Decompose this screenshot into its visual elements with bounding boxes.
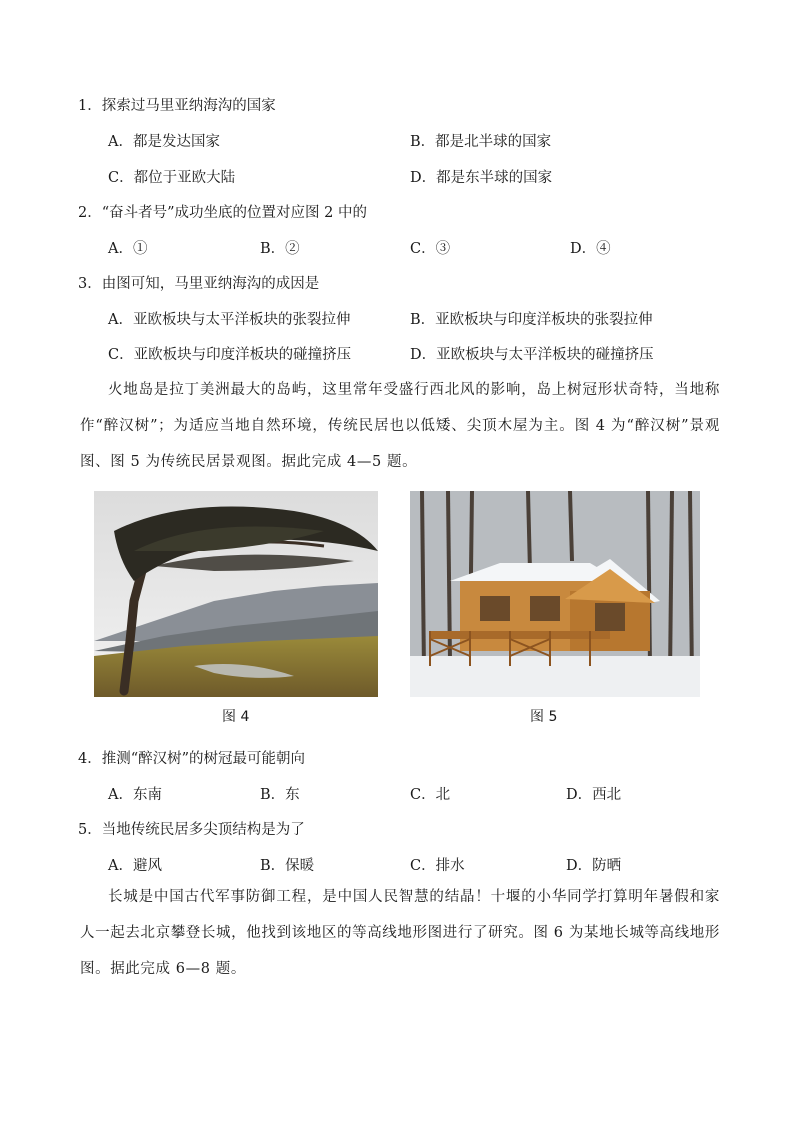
q4-option-a: A．东南	[108, 787, 162, 803]
q2-option-c: C．③	[410, 241, 451, 257]
question-3-stem: 3．由图可知，马里亚纳海沟的成因是	[78, 276, 320, 292]
q1-option-b: B．都是北半球的国家	[410, 134, 552, 150]
figure-5-caption: 图 5	[530, 709, 558, 725]
q1-option-d: D．都是东半球的国家	[410, 170, 553, 186]
q3-option-b: B．亚欧板块与印度洋板块的张裂拉伸	[410, 312, 653, 328]
q2-option-a: A．①	[108, 241, 148, 257]
q4-option-c: C．北	[410, 787, 451, 803]
q5-option-d: D．防晒	[566, 858, 622, 874]
question-5-stem: 5．当地传统民居多尖顶结构是为了	[78, 822, 305, 838]
figure-5-traditional-house-photo	[410, 491, 700, 697]
question-1-stem: 1．探索过马里亚纳海沟的国家	[78, 98, 276, 114]
q3-option-d: D．亚欧板块与太平洋板块的碰撞挤压	[410, 347, 654, 363]
q5-option-b: B．保暖	[260, 858, 315, 874]
q3-option-a: A．亚欧板块与太平洋板块的张裂拉伸	[108, 312, 351, 328]
q1-option-a: A．都是发达国家	[108, 134, 220, 150]
q4-option-d: D．西北	[566, 787, 622, 803]
passage-great-wall: 长城是中国古代军事防御工程，是中国人民智慧的结晶！十堰的小华同学打算明年暑假和家人一起去北京攀登长城，他找到该地区的等高线地形图进行了研究。图 6 为某地长城等高线地形图。据此完成 6—8 题。	[80, 889, 720, 977]
q3-option-c: C．亚欧板块与印度洋板块的碰撞挤压	[108, 347, 352, 363]
q5-option-c: C．排水	[410, 858, 465, 874]
q2-option-b: B．②	[260, 241, 300, 257]
q4-option-b: B．东	[260, 787, 300, 803]
question-2-stem: 2．“奋斗者号”成功坐底的位置对应图 2 中的	[78, 205, 367, 221]
figure-4-drunken-tree-photo	[94, 491, 378, 697]
q5-option-a: A．避风	[108, 858, 162, 874]
question-4-stem: 4．推测“醉汉树”的树冠最可能朝向	[78, 751, 306, 767]
q1-option-c: C．都位于亚欧大陆	[108, 170, 236, 186]
q2-option-d: D．④	[570, 241, 611, 257]
passage-fire-island: 火地岛是拉丁美洲最大的岛屿，这里常年受盛行西北风的影响，岛上树冠形状奇特，当地称作“醉汉树”；为适应当地自然环境，传统民居也以低矮、尖顶木屋为主。图 4 为“醉汉树”景观图、图 5 为传统民居景观图。据此完成 4—5 题。	[80, 382, 720, 470]
figure-4-caption: 图 4	[222, 709, 250, 725]
